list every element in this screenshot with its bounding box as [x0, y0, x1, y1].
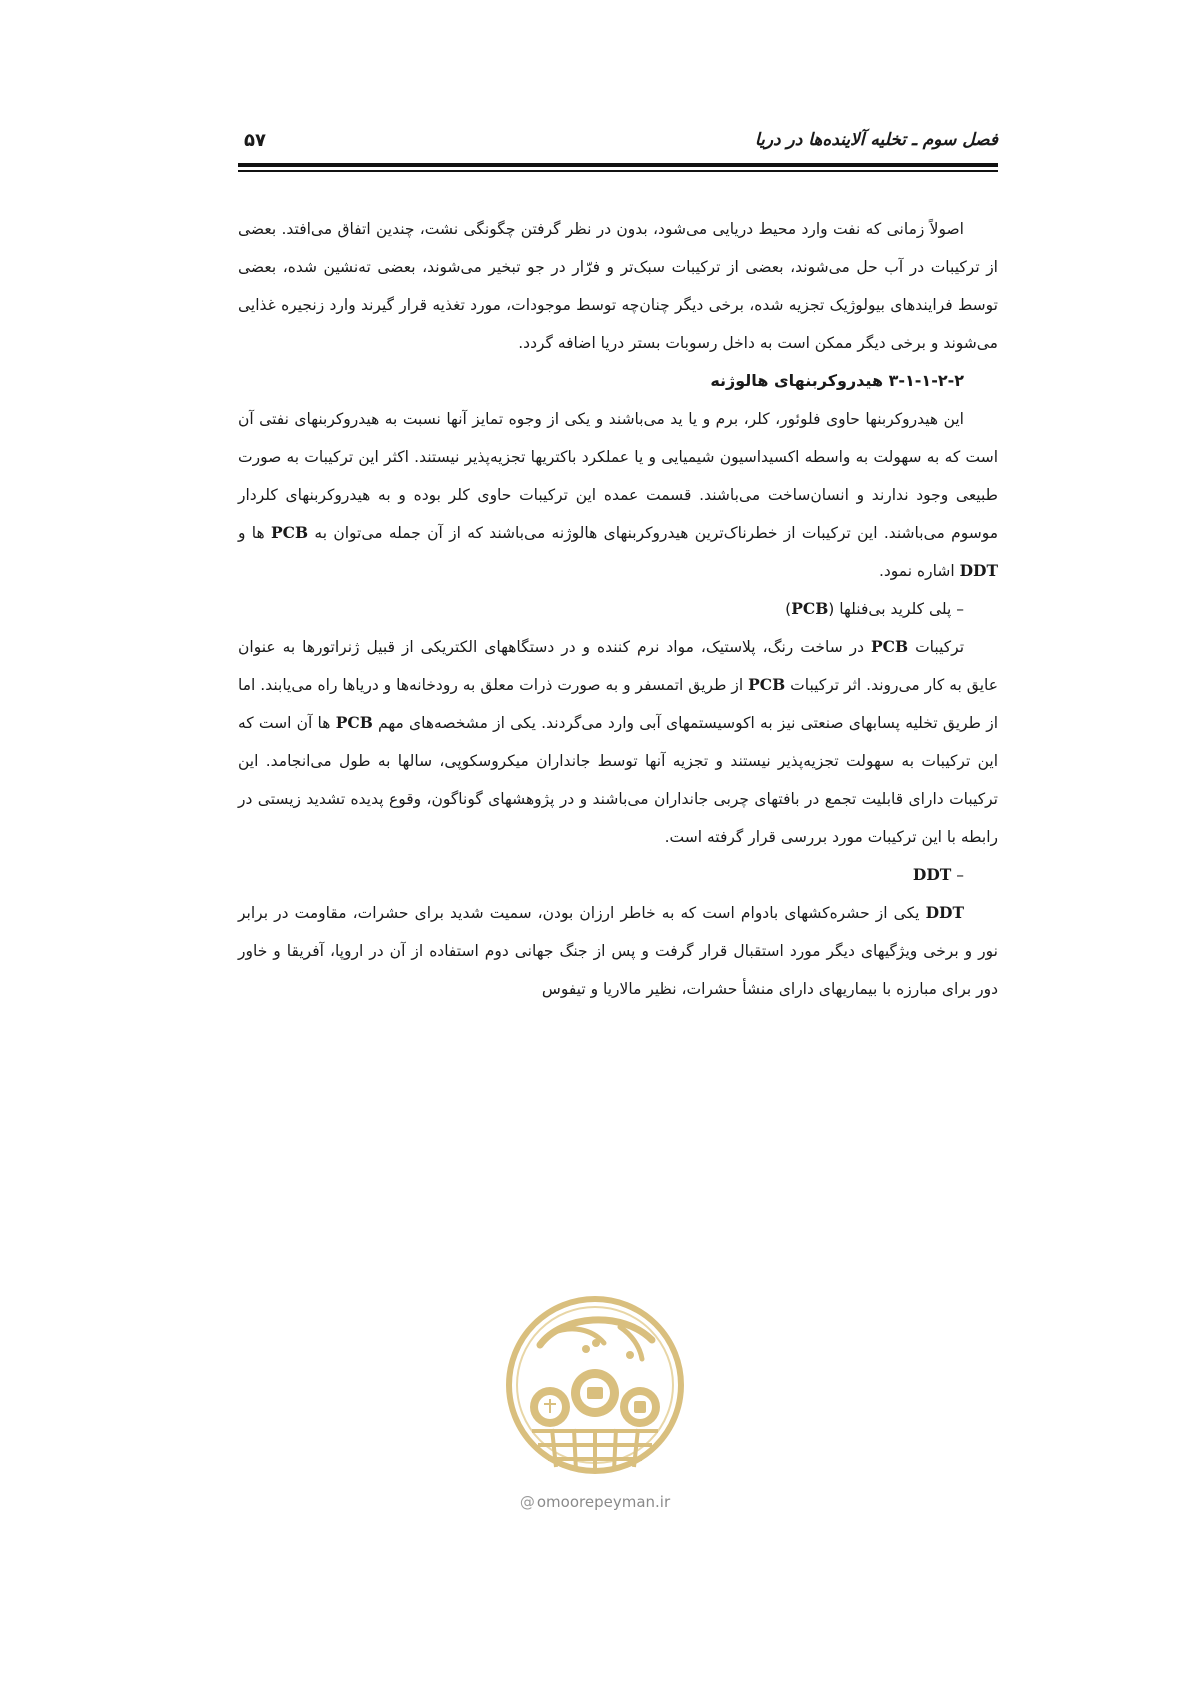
ddt-term: DDT — [959, 561, 998, 580]
page-number: ۵۷ — [244, 130, 266, 151]
header-rule-thick — [238, 163, 998, 167]
list-item-ddt — [238, 856, 998, 894]
paragraph-halogenated — [238, 400, 998, 590]
list-item-close: ) — [785, 600, 792, 618]
header-rule-thin — [238, 170, 998, 172]
paragraph-text: یکی از حشره‌کشهای بادوام است که به خاطر ارزان بودن، سمیت شدید برای حشرات، مقاومت در برابر نور و برخی ویژگیهای دیگر مورد استقبال قرار گرفت و پس از جنگ جهانی دوم استفاده از آن در اروپا، آفریقا و خاور دور برای مبارزه با بیماریهای دارای منشأ حشرات، نظیر مالاریا و تیفوس — [238, 904, 998, 998]
paragraph-pcb — [238, 628, 998, 856]
paragraph-text: این هیدروکربنها حاوی فلوئور، کلر، برم و یا ید می‌باشند و یکی از وجوه تمایز آنها نسبت به هیدروکربنهای نفتی آن است که به سهولت به واسطه اکسیداسیون شیمیایی و یا عملکرد باکتریها تجزیه‌پذیر نیستند. اکثر این ترکیبات به صورت طبیعی وجود ندارند و انسان‌ساخت می‌باشند. قسمت عمده این ترکیبات حاوی کلر بوده و به هیدروکربنهای کلردار موسوم می‌باشند. این ترکیبات از خطرناک‌ترین هیدروکربنهای هالوژنه می‌باشند که از آن جمله می‌توان به — [238, 410, 999, 542]
at-icon: @ — [519, 1493, 535, 1511]
paragraph-text: در ساخت رنگ، پلاستیک، مواد نرم کننده و در دستگاههای الکتریکی از قبیل ژنراتورها به عنوان عایق به کار می‌روند. اثر ترکیبات — [238, 638, 998, 694]
pcb-term: PCB — [335, 713, 373, 732]
paragraph-text: از طریق اتمسفر و به صورت ذرات معلق به رودخانه‌ها و دریاها راه می‌یابند. اما از طریق تخلیه پسابهای صنعتی نیز به اکوسیستمهای آبی وارد می‌گردند. یکی از مشخصه‌های مهم — [238, 676, 998, 732]
paragraph-text: ها و — [238, 524, 265, 542]
pcb-term: PCB — [748, 675, 786, 694]
watermark-url-text: omoorepeyman.ir — [536, 1493, 671, 1511]
omoorepeyman-logo-icon — [492, 1285, 698, 1485]
chapter-title: فصل سوم ـ تخلیه آلاینده‌ها در دریا — [754, 130, 998, 150]
pcb-term: PCB — [791, 599, 829, 618]
page-header — [238, 120, 998, 168]
paragraph-ddt — [238, 894, 998, 1008]
pcb-term: PCB — [871, 637, 909, 656]
paragraph-text: اشاره نمود. — [878, 562, 955, 580]
page-body — [238, 210, 998, 1008]
list-item-pcb — [238, 590, 998, 628]
paragraph-text: ها آن است که این ترکیبات به سهولت تجزیه‌پذیر نیستند و تجزیه آنها توسط جانداران میکروسکوپی، سالها به طول می‌انجامد. این ترکیبات دارای قابلیت تجمع در بافتهای چربی جانداران می‌باشند و در پژوهشهای گوناگون، وقوع پدیده تشدید زیستی در رابطه با این ترکیبات مورد بررسی قرار گرفته است. — [238, 714, 998, 846]
paragraph-text: ترکیبات — [915, 638, 965, 656]
ddt-term: DDT — [925, 903, 964, 922]
ddt-term: DDT — [912, 865, 952, 884]
section-heading: ۳-۱-۱-۲-۲ هیدروکربنهای هالوژنه — [710, 371, 964, 390]
pcb-term: PCB — [271, 523, 309, 542]
list-item-dash: – — [956, 866, 964, 884]
list-item-text: – پلی کلرید بی‌فنلها ( — [828, 600, 964, 618]
paragraph-oil-fate: اصولاً زمانی که نفت وارد محیط دریایی می‌شود، بدون در نظر گرفتن چگونگی نشت، چندین اتفاق می‌افتد. بعضی از ترکیبات در آب حل می‌شوند، بعضی از ترکیبات سبک‌تر و فرّار در جو تبخیر می‌شوند، بعضی ته‌نشین شده، بعضی توسط فرایندهای بیولوژیک تجزیه شده، برخی دیگر چنان‌چه توسط موجودات، مورد تغذیه قرار گیرند وارد زنجیره غذایی می‌شوند و برخی دیگر ممکن است به داخل رسوبات بستر دریا اضافه گردد. — [238, 220, 998, 352]
watermark-url — [0, 1493, 1190, 1511]
